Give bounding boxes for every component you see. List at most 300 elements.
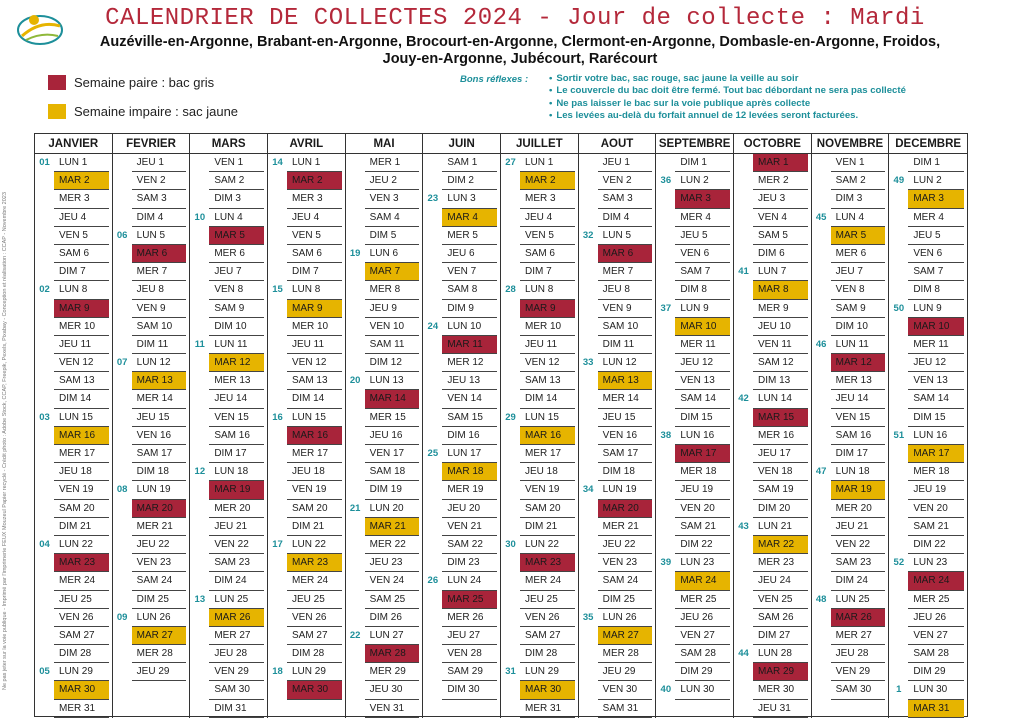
day-row [501,409,578,427]
week-number [35,190,54,208]
day-cell: JEU 22 [132,536,187,554]
week-number [501,627,520,645]
day-row [423,245,500,263]
week-number [656,318,675,336]
day-row [889,500,967,518]
day-row [812,500,889,518]
day-row [656,300,733,318]
day-row [113,591,190,609]
day-cell: LUN 23 [908,554,964,572]
day-row [268,627,345,645]
day-cell: LUN 19 [598,481,653,499]
day-row [423,263,500,281]
day-row [268,572,345,590]
month-column-septembre [656,134,734,718]
day-row [656,481,733,499]
legend-gris-swatch [48,75,66,90]
day-row [113,572,190,590]
day-row [113,227,190,245]
week-number [812,190,831,208]
day-cell: SAM 24 [598,572,653,590]
week-number [35,645,54,663]
day-row [889,609,967,627]
week-number [268,227,287,245]
day-row [734,372,811,390]
day-row [35,409,112,427]
month-header: JANVIER [35,134,112,154]
week-number [346,318,365,336]
collection-day-gris: MAR 14 [365,390,420,408]
day-cell: VEN 23 [598,554,653,572]
day-cell: DIM 22 [675,536,730,554]
day-cell: DIM 3 [209,190,264,208]
collection-day-gris: MAR 24 [908,572,964,590]
day-row [579,663,656,681]
day-row [190,427,267,445]
week-number [190,354,209,372]
month-header: OCTOBRE [734,134,811,154]
day-row [812,663,889,681]
day-row [501,154,578,172]
day-row [656,336,733,354]
week-number [35,372,54,390]
day-cell: MER 10 [287,318,342,336]
week-number [423,554,442,572]
day-cell: VEN 21 [442,518,497,536]
day-row [268,554,345,572]
day-cell: SAM 13 [520,372,575,390]
collection-day-jaune: MAR 27 [598,627,653,645]
day-row [656,154,733,172]
legend-jaune-swatch [48,104,66,119]
day-cell: LUN 15 [287,409,342,427]
week-number [346,554,365,572]
day-cell: JEU 11 [287,336,342,354]
day-row [579,300,656,318]
day-cell: LUN 25 [209,591,264,609]
day-cell: LUN 26 [132,609,187,627]
week-number [113,154,132,172]
week-number [656,209,675,227]
day-cell: DIM 1 [675,154,730,172]
day-row [423,572,500,590]
day-row [346,245,423,263]
day-cell: DIM 15 [908,409,964,427]
collection-day-jaune: MAR 30 [520,681,575,699]
day-row [346,281,423,299]
day-row [423,154,500,172]
day-row [889,372,967,390]
week-number [812,645,831,663]
day-row [346,390,423,408]
week-number: 13 [194,593,206,605]
week-number [734,591,753,609]
day-cell: MER 25 [908,591,964,609]
day-cell: DIM 7 [287,263,342,281]
day-row [656,572,733,590]
week-number [501,645,520,663]
day-row [501,627,578,645]
week-number [579,209,598,227]
day-row [268,518,345,536]
day-row [346,481,423,499]
week-number [501,427,520,445]
day-cell: LUN 11 [209,336,264,354]
day-row [423,390,500,408]
collection-day-gris: MAR 23 [520,554,575,572]
week-number [656,263,675,281]
day-row [268,536,345,554]
week-number: 06 [116,229,128,241]
day-row [889,645,967,663]
week-number [35,263,54,281]
day-row [812,409,889,427]
day-cell: SAM 14 [675,390,730,408]
collection-day-gris: MAR 9 [520,300,575,318]
day-row [35,209,112,227]
collection-day-jaune: MAR 13 [132,372,187,390]
day-row [190,354,267,372]
day-cell: LUN 30 [908,681,964,699]
week-number [346,172,365,190]
month-column-decembre [889,134,967,718]
day-row [35,609,112,627]
day-row [889,445,967,463]
week-number: 34 [582,484,594,496]
week-number: 31 [505,666,516,678]
day-cell: JEU 12 [675,354,730,372]
week-number [501,500,520,518]
day-row [190,209,267,227]
day-cell: SAM 21 [675,518,730,536]
day-cell: MER 17 [520,445,575,463]
day-row [734,463,811,481]
day-row [35,500,112,518]
day-row [35,336,112,354]
week-number [889,409,908,427]
collection-day-gris: MAR 6 [598,245,653,263]
day-row [190,463,267,481]
week-number [268,263,287,281]
day-cell: LUN 1 [520,154,575,172]
communes-list [70,34,970,68]
week-number: 44 [738,648,749,660]
day-cell: JEU 8 [598,281,653,299]
day-row [889,518,967,536]
day-row [579,336,656,354]
day-row [579,518,656,536]
collection-day-jaune: MAR 16 [520,427,575,445]
day-row [734,154,811,172]
day-row [35,172,112,190]
day-row [734,427,811,445]
week-number [346,681,365,699]
week-number: 14 [272,157,283,168]
day-row [734,281,811,299]
week-number [579,463,598,481]
week-number [501,318,520,336]
day-row [35,300,112,318]
week-number: 18 [272,666,283,678]
week-number [656,354,675,372]
day-cell: SAM 5 [753,227,808,245]
week-number [734,172,753,190]
week-number: 21 [349,502,361,514]
week-number [501,354,520,372]
day-row [734,663,811,681]
week-number [579,300,598,318]
collection-day-jaune: MAR 7 [365,263,420,281]
day-cell: LUN 28 [753,645,808,663]
day-cell: DIM 10 [831,318,886,336]
day-row [268,645,345,663]
week-number [113,627,132,645]
day-row [35,481,112,499]
day-cell: JEU 18 [520,463,575,481]
week-number [268,481,287,499]
day-row [501,245,578,263]
week-number [190,627,209,645]
week-number [656,645,675,663]
day-row [268,409,345,427]
month-header: AVRIL [268,134,345,154]
day-row [812,481,889,499]
day-row [113,445,190,463]
day-row [812,372,889,390]
week-number [734,336,753,354]
day-row [656,663,733,681]
week-number [734,318,753,336]
day-row [501,518,578,536]
week-number [889,572,908,590]
week-number [501,227,520,245]
day-cell: JEU 28 [209,645,264,663]
day-row [501,263,578,281]
day-cell: VEN 5 [54,227,109,245]
day-row [346,190,423,208]
week-number [346,518,365,536]
week-number [423,300,442,318]
day-row [734,609,811,627]
week-number [423,627,442,645]
week-number [268,172,287,190]
legend-jaune-label: Semaine impaire : sac jaune [74,104,239,119]
week-number [113,245,132,263]
day-cell: MER 11 [908,336,964,354]
day-cell: MER 18 [908,463,964,481]
day-row [501,554,578,572]
day-row [113,372,190,390]
week-number [656,463,675,481]
week-number [812,500,831,518]
week-number [113,663,132,681]
week-number [268,245,287,263]
week-number [579,263,598,281]
week-number [734,409,753,427]
week-number [268,518,287,536]
week-number [734,609,753,627]
week-number: 16 [272,411,283,423]
day-cell: JEU 11 [520,336,575,354]
day-cell: DIM 18 [132,463,187,481]
logo [14,6,66,50]
reflex-item: • Le couvercle du bac doit être fermé. Tout bac débordant ne sera pas collecté [549,85,906,97]
week-number [889,536,908,554]
week-number [501,445,520,463]
week-number [812,245,831,263]
day-cell: VEN 5 [287,227,342,245]
week-number [734,354,753,372]
day-row [501,281,578,299]
day-row [734,227,811,245]
week-number [889,263,908,281]
day-cell: MER 3 [287,190,342,208]
week-number [423,609,442,627]
week-number [35,300,54,318]
day-row [889,627,967,645]
week-number [889,627,908,645]
week-number [501,591,520,609]
day-cell: JEU 3 [753,190,808,208]
day-cell: VEN 30 [598,681,653,699]
week-number: 36 [660,175,672,187]
day-row [190,372,267,390]
day-row [35,190,112,208]
week-number [579,390,598,408]
week-number [190,700,209,718]
day-row [812,681,889,699]
day-row [190,700,267,718]
day-cell: DIM 19 [365,481,420,499]
day-cell: DIM 14 [287,390,342,408]
week-number [268,572,287,590]
communes-line-1: Auzéville-en-Argonne, Brabant-en-Argonne, Brocourt-en-Argonne, Clermont-en-Argonne, Dombasle-en-Argonne, Froidos, [99,34,941,50]
week-number [346,591,365,609]
collection-day-jaune: MAR 5 [831,227,886,245]
week-number [268,300,287,318]
week-number [35,172,54,190]
day-row [812,609,889,627]
week-number: 01 [39,157,50,168]
week-number [579,645,598,663]
day-cell: MER 28 [598,645,653,663]
month-header: NOVEMBRE [812,134,889,154]
day-row [346,500,423,518]
week-number [268,463,287,481]
day-row [113,390,190,408]
day-cell: VEN 27 [908,627,964,645]
day-row [113,245,190,263]
week-number: 30 [505,538,516,550]
day-cell: VEN 12 [520,354,575,372]
day-cell: JEU 5 [908,227,964,245]
week-number [889,336,908,354]
day-cell: MER 2 [753,172,808,190]
week-number: 35 [582,611,594,623]
week-number [268,318,287,336]
day-cell: SAM 4 [365,209,420,227]
day-row [423,500,500,518]
week-number [268,390,287,408]
week-number [113,318,132,336]
week-number [190,390,209,408]
day-cell: LUN 25 [831,591,886,609]
day-row [35,700,112,718]
day-row [35,372,112,390]
day-row [656,190,733,208]
week-number [812,572,831,590]
side-legal-text: Ne pas jeter sur la voie publique - Imprimé par l'imprimerie FEUX Mouzeul Papier recyclé - Crédit photo : Adobe Stock, CCAP, Freepik, Pexels, Pixabay - Conception et réalisation : CCAP - Novembre 2023 [2,192,8,690]
day-cell: DIM 21 [520,518,575,536]
day-cell: DIM 23 [442,554,497,572]
day-cell: SAM 26 [753,609,808,627]
day-cell: LUN 14 [753,390,808,408]
day-row [501,481,578,499]
day-row [35,591,112,609]
week-number: 25 [427,448,439,459]
day-cell: MER 26 [442,609,497,627]
day-cell: LUN 9 [675,300,730,318]
week-number [734,190,753,208]
day-cell: VEN 23 [132,554,187,572]
day-cell: JEU 14 [831,390,886,408]
collection-day-gris: MAR 20 [132,500,187,518]
week-number [734,372,753,390]
day-cell: MER 21 [598,518,653,536]
month-column-octobre [734,134,812,718]
day-row [812,354,889,372]
week-number [346,536,365,554]
week-number [812,536,831,554]
day-row [889,572,967,590]
day-cell: VEN 29 [831,663,886,681]
day-cell: JEU 16 [365,427,420,445]
day-row [190,518,267,536]
week-number [113,209,132,227]
day-row [190,663,267,681]
week-number [889,190,908,208]
day-cell: VEN 12 [287,354,342,372]
day-cell: JEU 23 [365,554,420,572]
day-row [656,681,733,699]
collection-day-jaune: MAR 17 [908,445,964,463]
day-cell: MER 7 [598,263,653,281]
day-row [113,518,190,536]
week-number [579,700,598,718]
day-row [113,409,190,427]
day-cell: SAM 24 [132,572,187,590]
week-number [423,172,442,190]
week-number [812,445,831,463]
week-number [423,663,442,681]
day-row [889,190,967,208]
day-cell: MER 6 [209,245,264,263]
day-row [889,154,967,172]
day-row [423,554,500,572]
collection-day-jaune: MAR 9 [287,300,342,318]
day-cell: MER 16 [753,427,808,445]
day-row [656,500,733,518]
day-row [35,390,112,408]
week-number [35,572,54,590]
day-cell: JEU 7 [209,263,264,281]
day-row [35,281,112,299]
week-number [113,554,132,572]
week-number [889,645,908,663]
day-cell: LUN 29 [54,663,109,681]
day-row [190,263,267,281]
week-number [423,681,442,699]
